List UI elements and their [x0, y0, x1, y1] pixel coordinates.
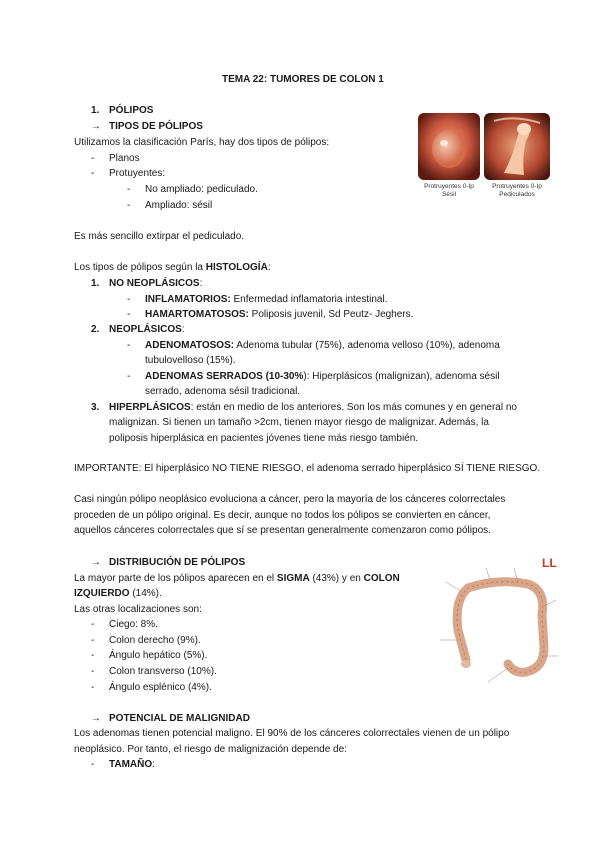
list-item: Ángulo hepático (5%). [109, 650, 208, 661]
page-title: TEMA 22: TUMORES DE COLON 1 [222, 74, 384, 85]
text-span: : están en medio de los anteriores. Son los más comunes y en general no [190, 402, 517, 413]
paragraph-line [74, 571, 400, 586]
section-number: 1. [91, 105, 100, 116]
list-item-adenomatosos [145, 338, 500, 353]
text-span-bold: SIGMA [276, 573, 310, 584]
paragraph-line: aquellos cánceres colorrectales que sí se presentan generalmente comenzaron como pólipos. [74, 525, 491, 536]
colon-illustration [428, 560, 568, 690]
list-item-hiperplasicos [109, 400, 517, 415]
text-span-bold: INFLAMATORIOS: [145, 294, 231, 305]
importante-note: IMPORTANTE: El hiperplásico NO TIENE RIESGO, el adenoma serrado hiperplásico SÍ TIENE RIESGO. [74, 463, 541, 474]
dash: - [127, 309, 131, 320]
text-span: : [181, 324, 185, 335]
list-item: Protuyentes: [109, 168, 166, 179]
text-span: (14%). [129, 588, 162, 599]
histologia-intro [74, 260, 271, 275]
text-span: Poliposis juvenil, Sd Peutz- Jeghers. [248, 309, 414, 320]
no-neoplasicos-heading [109, 276, 202, 291]
section-heading-polipos: PÓLIPOS [109, 105, 154, 116]
list-item: No ampliado: pediculado. [145, 184, 258, 195]
list-item: Ángulo esplénico (4%). [109, 682, 212, 693]
subheading-potencial: POTENCIAL DE MALIGNIDAD [109, 713, 250, 724]
arrow-icon: → [91, 713, 101, 724]
text-span-bold: HIPERPLÁSICOS [109, 402, 191, 413]
list-item-continuation: tubulovelloso (15%). [145, 355, 236, 366]
text-span-bold: TAMAÑO [109, 759, 153, 770]
paragraph: Utilizamos la clasificación París, hay dos tipos de pólipos: [74, 137, 330, 148]
text-span-bold: COLON [363, 573, 400, 584]
paragraph-line: neoplásico. Por tanto, el riesgo de malignización depende de: [74, 744, 347, 755]
subheading-distribucion: DISTRIBUCIÓN DE PÓLIPOS [109, 557, 246, 568]
list-item: Ciego: 8%. [109, 619, 158, 630]
dash: - [127, 371, 131, 382]
list-item-continuation: serrado, adenoma sésil tradicional. [145, 386, 301, 397]
dash: - [127, 294, 131, 305]
caption-line: Sésil [441, 191, 457, 198]
item-number: 2. [91, 324, 100, 335]
text-span: : [152, 759, 155, 770]
list-item: Ampliado: sésil [145, 200, 213, 211]
text-span-bold: ADENOMATOSOS: [145, 340, 235, 351]
text-span-bold: NO NEOPLÁSICOS [109, 278, 200, 289]
paragraph-line: proceden de un pólipo original. Es decir, aunque no todos los pólipos se convierten en cáncer, [74, 510, 491, 521]
list-item-continuation: poliposis hiperplásica en pacientes jóvenes tiene más riesgo también. [109, 433, 419, 444]
paragraph-line: Las otras localizaciones son: [74, 604, 202, 615]
paragraph: Es más sencillo extirpar el pediculado. [74, 231, 245, 242]
caption-line: Protruyentes 0-Ip [492, 183, 542, 190]
text-span: : [267, 262, 271, 273]
neoplasicos-heading [109, 322, 185, 337]
list-item-inflamatorios [145, 292, 387, 307]
figure-caption-right [484, 183, 550, 199]
text-span: Adenoma tubular (75%), adenoma velloso (10%), adenoma [234, 340, 500, 351]
dash: - [91, 759, 95, 770]
text-span-bold: HAMARTOMATOSOS: [145, 309, 249, 320]
text-span: ): Hiperplásicos (malignizan), adenoma sésil [303, 371, 500, 382]
dash: - [91, 650, 95, 661]
text-span: (43%) y en [309, 573, 364, 584]
text-span: Enfermedad inflamatoria intestinal. [230, 294, 388, 305]
dash: - [127, 200, 131, 211]
text-span-bold: IZQUIERDO [74, 588, 130, 599]
dash: - [127, 184, 131, 195]
text-span: Los tipos de pólipos según la [74, 262, 206, 273]
item-number: 3. [91, 402, 100, 413]
caption-line: Pediculados [499, 191, 535, 198]
text-span-bold: NEOPLÁSICOS [109, 324, 182, 335]
list-item: Planos [109, 153, 140, 164]
dash: - [91, 666, 95, 677]
text-span: La mayor parte de los pólipos aparecen en el [74, 573, 277, 584]
text-span-bold: HISTOLOGÍA [205, 262, 268, 273]
caption-line: Protruyentes 0-Ip [424, 183, 474, 190]
text-span-bold: ADENOMAS SERRADOS (10-30% [145, 371, 304, 382]
subheading-tipos: TIPOS DE PÓLIPOS [109, 121, 203, 132]
figure-caption-left [418, 183, 480, 199]
arrow-icon: → [91, 121, 101, 132]
endoscopy-photo-pediculado [484, 113, 550, 180]
dash: - [91, 682, 95, 693]
logo-mark: LL [542, 556, 557, 570]
list-item-serrados [145, 369, 500, 384]
list-item-hamartomatosos [145, 307, 413, 322]
dash: - [91, 619, 95, 630]
arrow-icon: → [91, 557, 101, 568]
list-item: Colon derecho (9%). [109, 635, 201, 646]
list-item: Colon transverso (10%). [109, 666, 217, 677]
paragraph-line: Los adenomas tienen potencial maligno. El 90% de los cánceres colorrectales vienen de un pólipo [74, 728, 510, 739]
paragraph-line [74, 586, 162, 601]
dash: - [127, 340, 131, 351]
text-span: : [199, 278, 203, 289]
dash: - [91, 153, 95, 164]
item-number: 1. [91, 278, 100, 289]
endoscopy-photo-sesil [418, 113, 480, 180]
paragraph-line: Casi ningún pólipo neoplásico evoluciona a cáncer, pero la mayoría de los cánceres colorrectales [74, 494, 506, 505]
list-item-continuation: malignizan. Si tienen un tamaño >2cm, tienen mayor riesgo de malignizar. Además, la [109, 417, 489, 428]
dash: - [91, 168, 95, 179]
dash: - [91, 635, 95, 646]
list-item-tamano [109, 757, 155, 772]
